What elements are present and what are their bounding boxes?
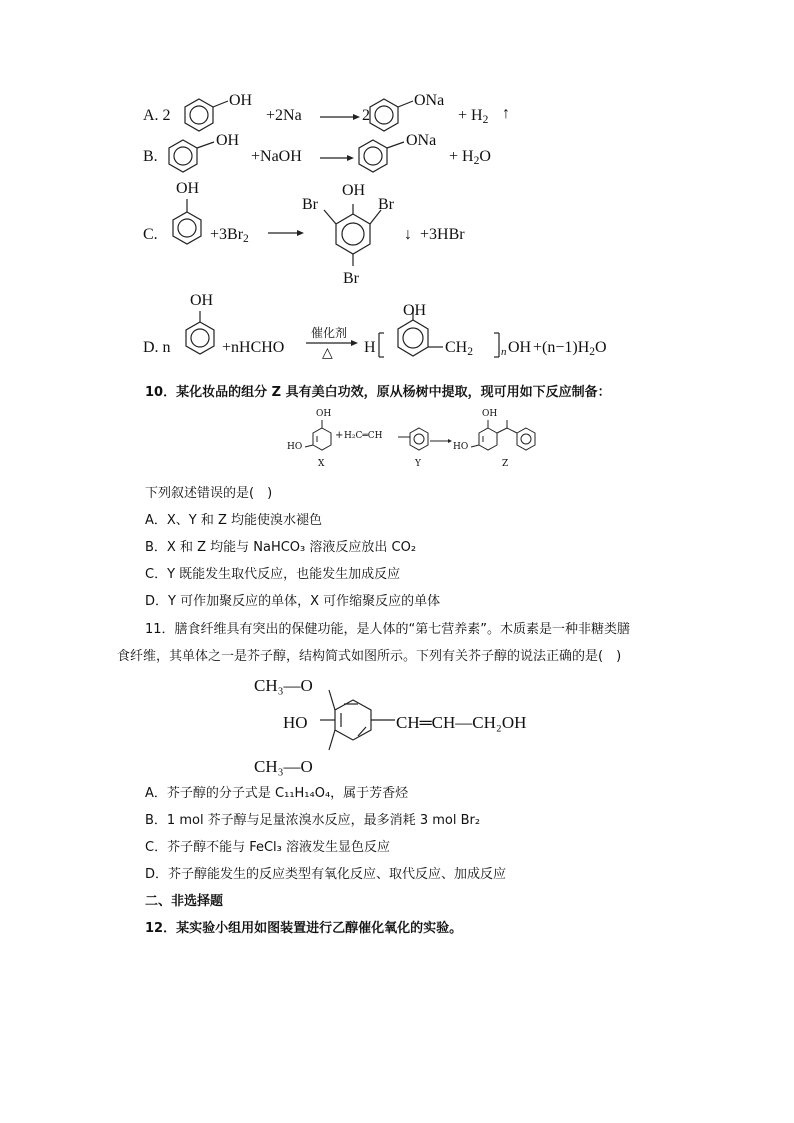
q10-x-label: X [318, 459, 325, 469]
catalyst-label: 催化剂 [311, 326, 348, 340]
q10-y-label: Y [415, 459, 421, 469]
q9a-coef: 2 [362, 107, 370, 124]
q11-option-a: A．芥子醇的分子式是 C₁₁H₁₄O₄，属于芳香烃 [145, 786, 409, 801]
q9c-prod-oh: OH [342, 182, 366, 199]
q9c-plus-hbr: +3HBr [420, 226, 465, 243]
q10-option-c: C．Y 既能发生取代反应，也能发生加成反应 [145, 567, 401, 582]
q9b-oh: OH [216, 132, 240, 149]
q9c-br-right: Br [378, 196, 394, 213]
heat-icon: △ [322, 345, 333, 361]
q11-option-c: C．芥子醇不能与 FeCl₃ 溶液发生显色反应 [145, 840, 391, 855]
q10-z-ho: HO [453, 442, 469, 452]
q11-methoxy-bottom: CH₃—O [254, 757, 313, 776]
q9a-ona: ONa [414, 92, 445, 109]
q12-stem: 12．某实验小组用如图装置进行乙醇催化氧化的实验。 [145, 921, 463, 936]
q9b-ona: ONa [406, 132, 437, 149]
q10-option-a: A．X、Y 和 Z 均能使溴水褪色 [145, 513, 323, 528]
q9c-plus-br2: $+3Br_2$ [210, 226, 249, 245]
up-arrow-icon: ↑ [502, 105, 510, 122]
q9b-plus-naoh: +NaOH [251, 148, 302, 165]
q9b-h2o: + $H_2O$ [449, 148, 491, 167]
q11-ho: HO [283, 713, 308, 732]
down-arrow-icon: ↓ [404, 226, 412, 243]
q11-methoxy-top: CH₃—O [254, 676, 313, 695]
q9d-n-sub: n [501, 346, 507, 358]
q10-question: 下列叙述错误的是( ) [145, 486, 273, 501]
section-title: 二、非选择题 [145, 894, 224, 909]
q11-stem-line1: 11．膳食纤维具有突出的保健功能，是人体的“第七营养素”。木质素是一种非糖类膳 [145, 622, 631, 637]
q11-chain: CH═CH—CH₂OH [396, 713, 527, 732]
q9a-plus-na: +2Na [266, 107, 302, 124]
q11-option-b: B．1 mol 芥子醇与足量浓溴水反应，最多消耗 3 mol Br₂ [145, 813, 481, 828]
q9a-h2: + $H_2$ [458, 107, 489, 126]
q10-z-label: Z [502, 459, 509, 469]
q9c-oh: OH [176, 180, 200, 197]
q10-option-d: D．Y 可作加聚反应的单体，X 可作缩聚反应的单体 [145, 594, 441, 609]
q10-z-oh: OH [482, 409, 498, 419]
q9c-br-left: Br [302, 196, 318, 213]
q9d-h-left: H [364, 339, 376, 356]
q9b-label: B. [143, 148, 158, 165]
q9d-oh-end: OH [508, 339, 532, 356]
q10-stem: 10．某化妆品的组分 Z 具有美白功效，原从杨树中提取，现可用如下反应制备： [145, 385, 611, 400]
q10-option-b: B．X 和 Z 均能与 NaHCO₃ 溶液反应放出 CO₂ [145, 540, 417, 555]
q10-y-formula: H₂C═CH [344, 431, 383, 441]
q11-option-d: D．芥子醇能发生的反应类型有氧化反应、取代反应、加成反应 [145, 867, 507, 882]
q10-plus: + [335, 430, 344, 441]
q11-stem-line2: 食纤维，其单体之一是芥子醇，结构简式如图所示。下列有关芥子醇的说法正确的是( ) [117, 649, 622, 664]
q10-x-oh: OH [316, 409, 332, 419]
q9d-oh: OH [190, 292, 214, 309]
q9d-label: D. n [143, 339, 171, 356]
q9a-label: A. 2 [143, 107, 171, 124]
q9d-prod-oh: OH [403, 302, 427, 319]
q9c-label: C. [143, 226, 158, 243]
q10-x-ho: HO [287, 442, 303, 452]
q9d-ch2: $CH_2$ [445, 339, 473, 358]
q9a-oh: OH [229, 92, 253, 109]
q9d-water: $+(n-1)H_2O$ [533, 339, 607, 358]
q9c-br-bottom: Br [343, 270, 359, 287]
q9d-plus-hcho: +nHCHO [222, 339, 285, 356]
